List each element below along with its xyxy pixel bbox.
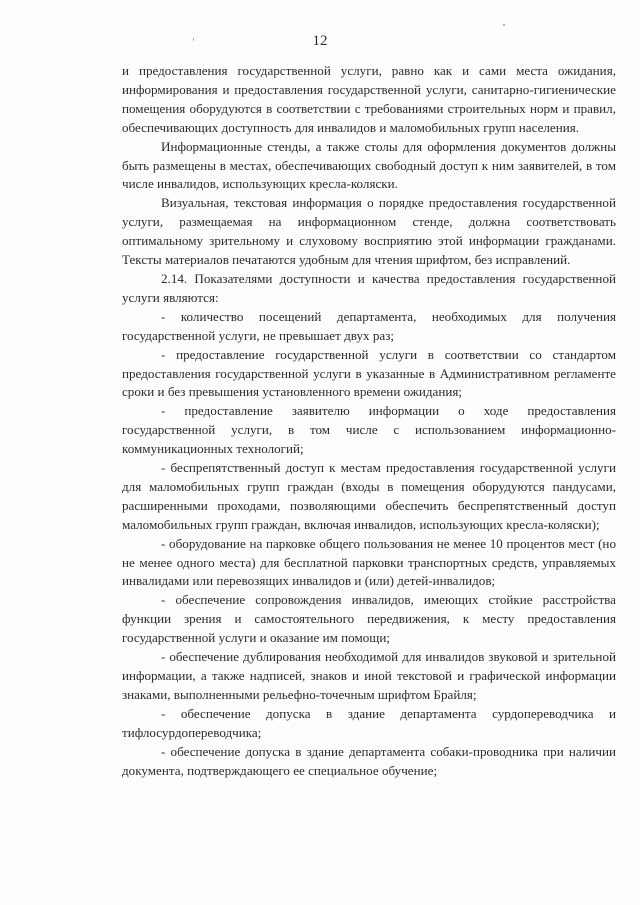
paragraph: - беспрепятственный доступ к местам предоставления государственной услуги для маломобильных групп граждан (входы в помещения оборудуются пандусами, расширенными проходами, позволяющими обеспечить беспрепятственный доступ маломобильных групп граждан, включая инвалидов, использующих кресла-коляски);	[122, 460, 616, 532]
paragraph: - обеспечение допуска в здание департамента собаки-проводника при наличии документа, подтверждающего ее специальное обучение;	[122, 743, 616, 778]
paragraph: 2.14. Показателями доступности и качества предоставления государственной услуги являются:	[122, 270, 616, 305]
paragraph: и предоставления государственной услуги, равно как и сами места ожидания, информирования и предоставления государственной услуги, санитарно-гигиенические помещения оборудуются в соответствии с требованиями строительных норм и правил, обеспечивающих доступность для инвалидов и маломобильных групп населения.	[122, 63, 616, 135]
paragraph: - предоставление государственной услуги в соответствии со стандартом предоставления государственной услуги в указанные в Административном регламенте сроки и без превышения установленного времени ожидания;	[122, 346, 616, 400]
paragraph: - обеспечение допуска в здание департамента сурдопереводчика и тифлосурдопереводчика;	[122, 705, 616, 740]
scan-speck	[503, 24, 505, 26]
page-number: 12	[312, 33, 328, 49]
paragraph: - количество посещений департамента, необходимых для получения государственной услуги, не превышает двух раз;	[122, 308, 616, 343]
paragraph: - обеспечение сопровождения инвалидов, имеющих стойкие расстройства функции зрения и самостоятельного передвижения, к месту предоставления государственной услуги и оказание им помощи;	[122, 592, 616, 646]
paragraph: - оборудование на парковке общего пользования не менее 10 процентов мест (но не менее одного места) для бесплатной парковки транспортных средств, управляемых инвалидами или перевозящих инвалидов и (или) детей-инвалидов;	[122, 535, 616, 589]
paragraph: - обеспечение дублирования необходимой для инвалидов звуковой и зрительной информации, а также надписей, знаков и иной текстовой и графической информации знаками, выполненными рельефно-точечным шрифтом Брайля;	[122, 649, 616, 702]
paragraph: Информационные стенды, а также столы для оформления документов должны быть размещены в местах, обеспечивающих свободный доступ к ним заявителей, в том числе инвалидов, использующих кресла-коляски.	[122, 138, 616, 192]
paragraph: - предоставление заявителю информации о ходе предоставления государственной услуги, в том числе с использованием информационно-коммуникационных технологий;	[122, 403, 616, 457]
document-body	[122, 62, 616, 780]
paragraph: Визуальная, текстовая информация о порядке предоставления государственной услуги, размещаемая на информационном стенде, должна соответствовать оптимальному зрительному и слуховому восприятию этой информации гражданами. Тексты материалов печатаются удобным для чтения шрифтом, без исправлений.	[122, 195, 616, 268]
